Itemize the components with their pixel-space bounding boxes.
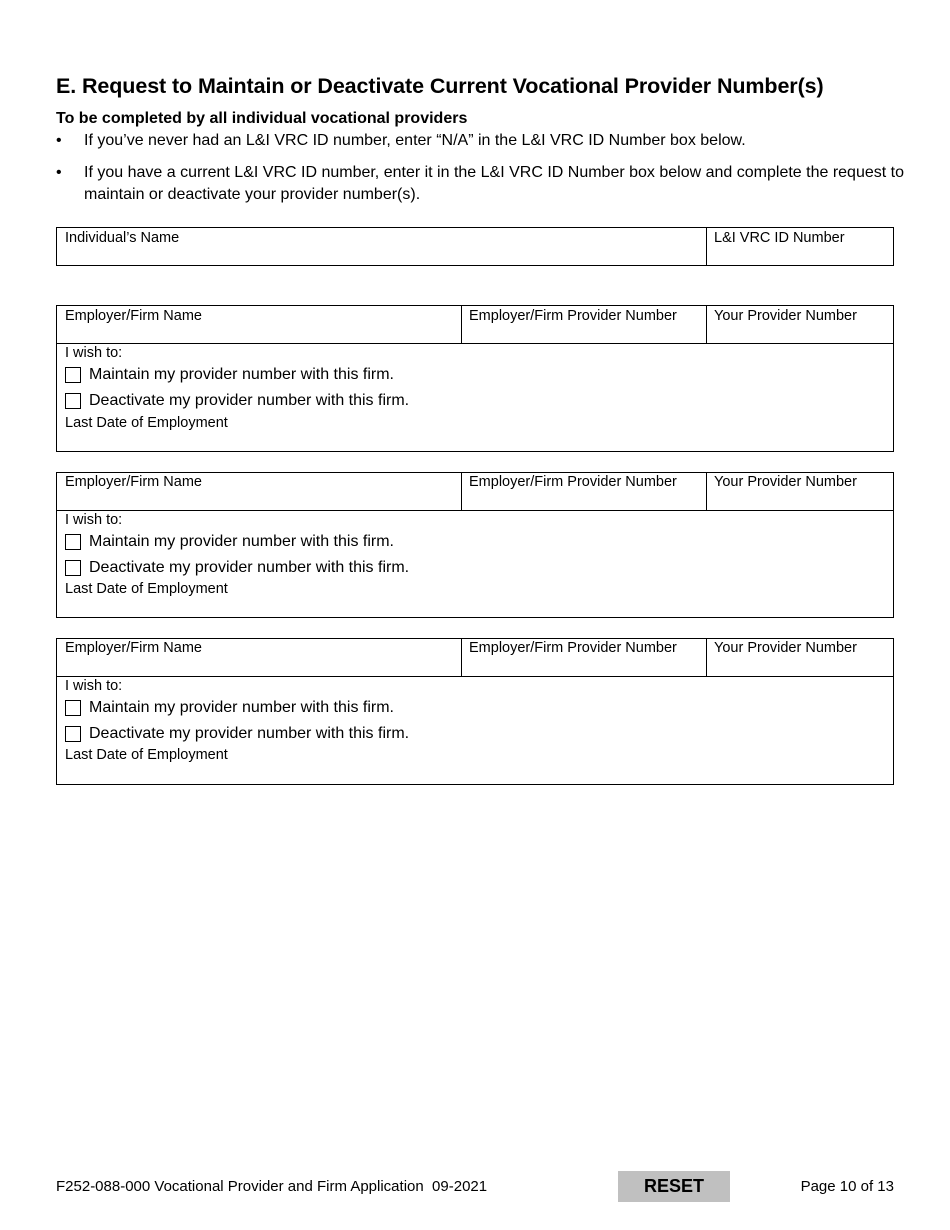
last-date-label: Last Date of Employment: [65, 415, 228, 431]
firm-provider-number-label: Employer/Firm Provider Number: [469, 474, 677, 490]
last-date-field[interactable]: [65, 764, 365, 782]
employer-block-2: [56, 472, 894, 618]
deactivate-option[interactable]: [65, 392, 409, 410]
instruction-item: [56, 130, 906, 152]
your-provider-number-field[interactable]: [707, 306, 893, 343]
wish-label: I wish to:: [65, 345, 123, 361]
last-date-field[interactable]: [65, 598, 365, 616]
deactivate-checkbox[interactable]: [65, 393, 81, 409]
your-provider-number-label: Your Provider Number: [714, 640, 857, 656]
firm-name-label: Employer/Firm Name: [65, 308, 202, 324]
firm-name-field[interactable]: [57, 306, 461, 343]
form-id: F252-088-000 Vocational Provider and Firm Application 09-2021: [56, 1178, 488, 1195]
deactivate-label: Deactivate my provider number with this firm.: [89, 559, 410, 576]
maintain-option[interactable]: [65, 533, 394, 551]
page-title: E. Request to Maintain or Deactivate Current Vocational Provider Number(s): [56, 74, 824, 98]
firm-provider-number-label: Employer/Firm Provider Number: [469, 308, 677, 324]
vrc-id-label: L&I VRC ID Number: [714, 230, 845, 246]
vrc-id-field[interactable]: [707, 228, 893, 265]
firm-provider-number-field[interactable]: [462, 473, 706, 510]
bullet-icon: •: [56, 164, 62, 181]
individual-info-box: [56, 227, 894, 266]
your-provider-number-label: Your Provider Number: [714, 308, 857, 324]
section-subtitle: To be completed by all individual vocational providers: [56, 110, 468, 127]
maintain-label: Maintain my provider number with this firm.: [89, 533, 394, 550]
firm-provider-number-field[interactable]: [462, 639, 706, 676]
last-date-label: Last Date of Employment: [65, 747, 228, 763]
firm-name-label: Employer/Firm Name: [65, 640, 202, 656]
deactivate-option[interactable]: [65, 559, 409, 577]
maintain-label: Maintain my provider number with this firm.: [89, 699, 394, 716]
instruction-text: If you’ve never had an L&I VRC ID number, enter “N/A” in the L&I VRC ID Number box below.: [84, 132, 746, 149]
instruction-item: [56, 162, 906, 206]
deactivate-label: Deactivate my provider number with this firm.: [89, 725, 410, 742]
deactivate-checkbox[interactable]: [65, 560, 81, 576]
maintain-option[interactable]: [65, 699, 394, 717]
employer-block-3: [56, 638, 894, 785]
page-number: Page 10 of 13: [800, 1178, 894, 1195]
maintain-checkbox[interactable]: [65, 534, 81, 550]
individual-name-label: Individual’s Name: [65, 230, 180, 246]
firm-name-field[interactable]: [57, 473, 461, 510]
employer-block-1: [56, 305, 894, 452]
firm-provider-number-field[interactable]: [462, 306, 706, 343]
divider: [57, 676, 893, 677]
divider: [57, 510, 893, 511]
firm-name-field[interactable]: [57, 639, 461, 676]
your-provider-number-field[interactable]: [707, 639, 893, 676]
maintain-checkbox[interactable]: [65, 700, 81, 716]
deactivate-option[interactable]: [65, 725, 409, 743]
last-date-field[interactable]: [65, 432, 365, 450]
your-provider-number-label: Your Provider Number: [714, 474, 857, 490]
divider: [57, 343, 893, 344]
your-provider-number-field[interactable]: [707, 473, 893, 510]
individual-name-field[interactable]: [57, 228, 706, 265]
reset-button[interactable]: RESET: [618, 1171, 730, 1202]
deactivate-label: Deactivate my provider number with this firm.: [89, 392, 410, 409]
wish-label: I wish to:: [65, 512, 123, 528]
maintain-label: Maintain my provider number with this firm.: [89, 366, 394, 383]
last-date-label: Last Date of Employment: [65, 581, 228, 597]
wish-label: I wish to:: [65, 678, 123, 694]
firm-provider-number-label: Employer/Firm Provider Number: [469, 640, 677, 656]
instruction-text: If you have a current L&I VRC ID number, enter it in the L&I VRC ID Number box below and complete the request to maintain or deactivate your provider number(s).: [84, 164, 904, 203]
bullet-icon: •: [56, 132, 62, 149]
instruction-list: [56, 130, 906, 216]
firm-name-label: Employer/Firm Name: [65, 474, 202, 490]
maintain-checkbox[interactable]: [65, 367, 81, 383]
maintain-option[interactable]: [65, 366, 394, 384]
deactivate-checkbox[interactable]: [65, 726, 81, 742]
